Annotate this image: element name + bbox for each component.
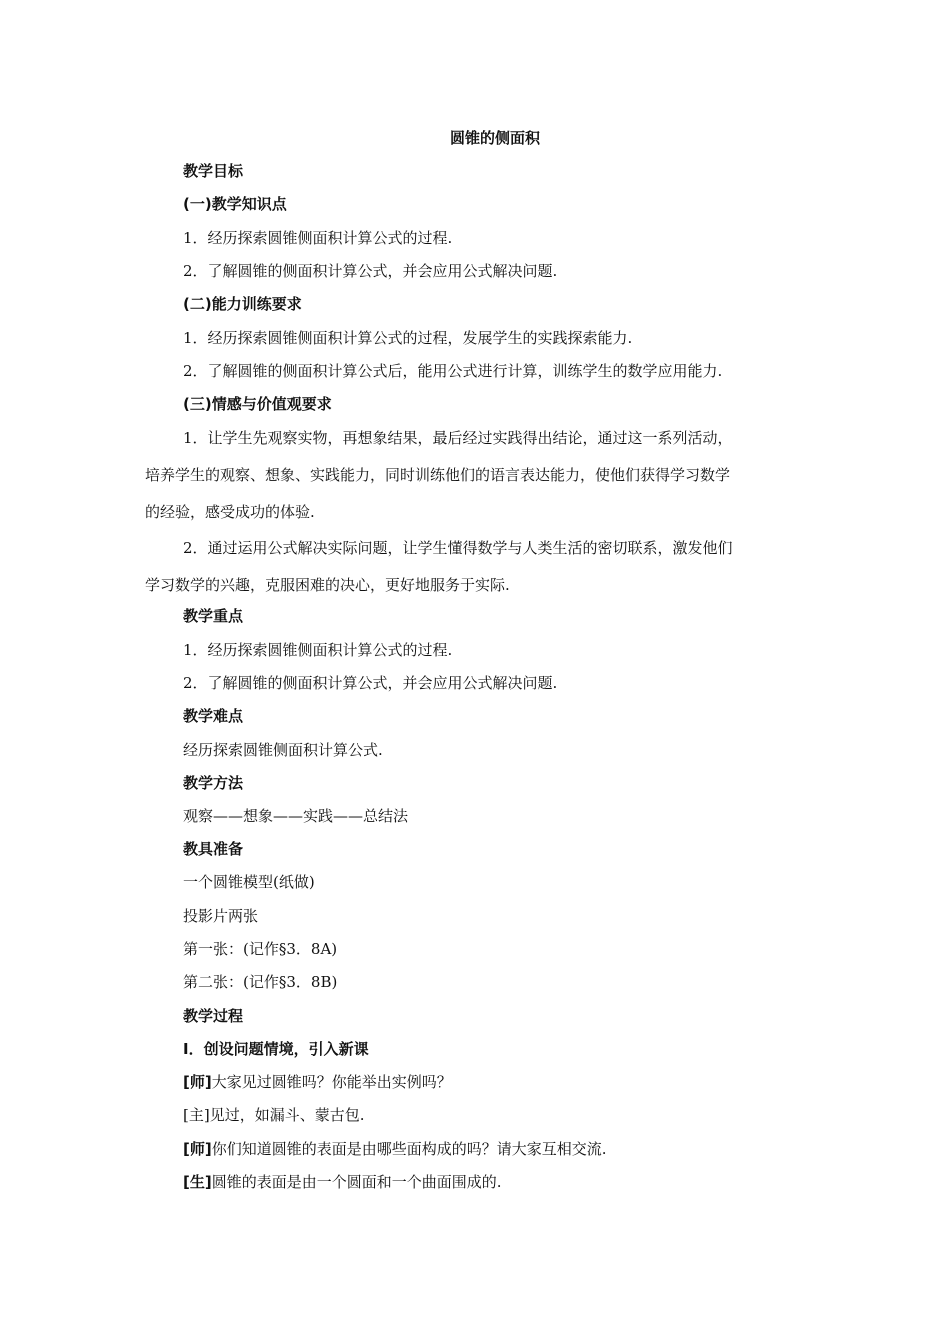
heading-teaching-focus: 教学重点 <box>183 607 244 625</box>
emotion-paragraph-1-line: 1．让学生先观察实物，再想象结果，最后经过实践得出结论，通过这一系列活动， <box>183 429 733 447</box>
dialogue-text: 你们知道圆锥的表面是由哪些面构成的吗？请大家互相交流. <box>211 1140 607 1158</box>
dialogue-line <box>183 1105 365 1125</box>
heading-teaching-process: 教学过程 <box>183 1007 244 1025</box>
method-text: 观察——想象——实践——总结法 <box>183 807 409 825</box>
tools-item: 第二张：(记作§3．8B) <box>183 973 338 991</box>
dialogue-line <box>183 1072 452 1092</box>
dialogue-text: 大家见过圆锥吗？你能举出实例吗？ <box>211 1073 452 1091</box>
dialogue-text: 圆锥的表面是由一个圆面和一个曲面围成的. <box>211 1173 502 1191</box>
document-title: 圆锥的侧面积 <box>449 129 540 147</box>
heading-teaching-tools: 教具准备 <box>183 840 244 858</box>
focus-item: 2．了解圆锥的侧面积计算公式，并会应用公式解决问题. <box>183 674 558 692</box>
emotion-paragraph-2-line: 学习数学的兴趣，克服困难的决心，更好地服务于实际. <box>145 576 510 594</box>
dialogue-speaker: [生] <box>183 1173 212 1191</box>
dialogue-line <box>183 1172 502 1192</box>
heading-teaching-goals: 教学目标 <box>183 162 244 180</box>
heading-teaching-difficulty: 教学难点 <box>183 707 244 725</box>
knowledge-item: 1．经历探索圆锥侧面积计算公式的过程. <box>183 229 453 247</box>
emotion-paragraph-1-line: 培养学生的观察、想象、实践能力，同时训练他们的语言表达能力，使他们获得学习数学 <box>145 466 731 484</box>
difficulty-text: 经历探索圆锥侧面积计算公式. <box>183 741 383 759</box>
focus-item: 1．经历探索圆锥侧面积计算公式的过程. <box>183 641 453 659</box>
heading-teaching-method: 教学方法 <box>183 774 244 792</box>
dialogue-speaker: [师] <box>183 1140 212 1158</box>
dialogue-speaker: [主] <box>183 1106 210 1124</box>
dialogue-line <box>183 1139 607 1159</box>
tools-item: 一个圆锥模型(纸做) <box>183 873 315 891</box>
knowledge-item: 2．了解圆锥的侧面积计算公式，并会应用公式解决问题. <box>183 262 558 280</box>
tools-item: 第一张：(记作§3．8A) <box>183 940 338 958</box>
dialogue-text: 见过，如漏斗、蒙古包. <box>209 1106 365 1124</box>
emotion-paragraph-2-line: 2．通过运用公式解决实际问题，让学生懂得数学与人类生活的密切联系，激发他们 <box>183 539 733 557</box>
ability-item: 1．经历探索圆锥侧面积计算公式的过程，发展学生的实践探索能力. <box>183 329 633 347</box>
process-section-1-heading: Ⅰ．创设问题情境，引入新课 <box>183 1040 369 1058</box>
subheading-emotion-values: (三)情感与价值观要求 <box>183 395 332 413</box>
dialogue-speaker: [师] <box>183 1073 212 1091</box>
emotion-paragraph-1-line: 的经验，感受成功的体验. <box>145 503 315 521</box>
subheading-knowledge-points: (一)教学知识点 <box>183 195 287 213</box>
subheading-ability-requirements: (二)能力训练要求 <box>183 295 302 313</box>
tools-item: 投影片两张 <box>183 907 259 925</box>
ability-item: 2．了解圆锥的侧面积计算公式后，能用公式进行计算，训练学生的数学应用能力. <box>183 362 723 380</box>
